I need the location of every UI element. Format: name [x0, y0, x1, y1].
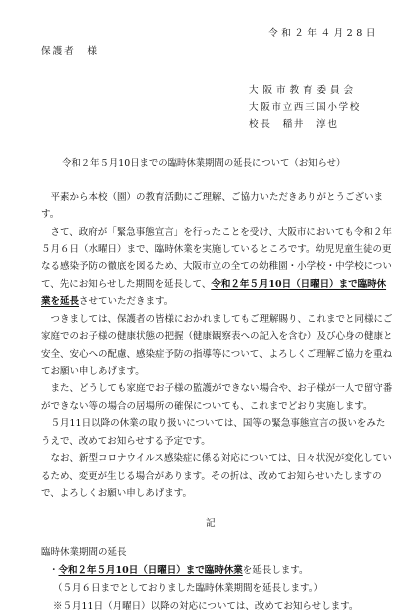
- paragraph-extension-tail: させていただきます。: [79, 296, 174, 308]
- paragraph-childcare: また、どうしても家庭でお子様の監護ができない場合や、お子様が一人で留守番ができない等の場合の居場所の確保についても、これまでどおり実施します。: [41, 383, 393, 412]
- notes-item-previous-period: （５月６日までとしておりました臨時休業期間を延長します。）: [53, 583, 323, 594]
- paragraph-extension-text: さて、政府が「緊急事態宣言」を行ったことを受け、大阪市においても令和２年５月６日（水曜日）まで、臨時休業を実施しているところです。幼児児童生徒の更なる感染予防の徹底を図るため、大阪市立の全ての幼稚園・小学校・中学校について、先にお知らせした期間を延長して、: [41, 226, 392, 290]
- extension-highlight: 令和２年５月10日（日曜日）まで臨時休業を延長: [41, 278, 387, 308]
- sender-school: 大阪市立西三国小学校: [249, 102, 361, 114]
- sender-organization: 大阪市教育委員会: [249, 85, 357, 96]
- paragraph-after-may11: ５月11日以降の休業の取り扱いについては、国等の緊急事態宣言の扱いをみたうえで、改めてお知らせする予定です。: [41, 418, 386, 447]
- ki-mark: 記: [206, 518, 216, 529]
- notes-item-extension-rest: を延長します。: [242, 565, 309, 576]
- sender-principal: 校長 稲井 淳也: [249, 119, 339, 131]
- paragraph-request: つきましては、保護者の皆様におかれましてもご理解賜り、これまでと同様にご家庭でのお子様の健康状態の把握（健康観察表への記入を含む）及び心身の健康と安全、安心への配慮、感染症予防の指導等について、よろしくご理解ご協力を重ねてお願い申しあげます。: [41, 313, 393, 377]
- document-date: 令和２年４月28日: [268, 28, 379, 39]
- notes-heading: 臨時休業期間の延長: [41, 547, 127, 558]
- notes-block: [41, 544, 358, 616]
- addressee: 保護者 様: [41, 46, 99, 57]
- notes-item-after-may11: ※５月11日（月曜日）以降の対応については、改めてお知らせします。: [53, 601, 359, 612]
- body-text: [41, 189, 393, 502]
- bullet-mark: ・: [49, 565, 59, 576]
- document-title: 令和２年５月10日までの臨時休業期間の延長について（お知らせ）: [62, 158, 346, 169]
- paragraph-note: なお、新型コロナウイルス感染症に係る対応については、日々状況が変化しているため、変更が生じる場合があります。その折は、改めてお知らせいたしますので、よろしくお願い申しあげます。: [41, 453, 392, 499]
- notes-item-extension-bold: 令和２年５月10日（日曜日）まで臨時休業: [58, 565, 243, 576]
- notes-item-extension: [41, 562, 358, 580]
- paragraph-greeting: 平素から本校（園）の教育活動にご理解、ご協力いただきありがとうございます。: [41, 192, 384, 221]
- paragraph-extension: [41, 224, 393, 311]
- sender-block: [249, 82, 361, 134]
